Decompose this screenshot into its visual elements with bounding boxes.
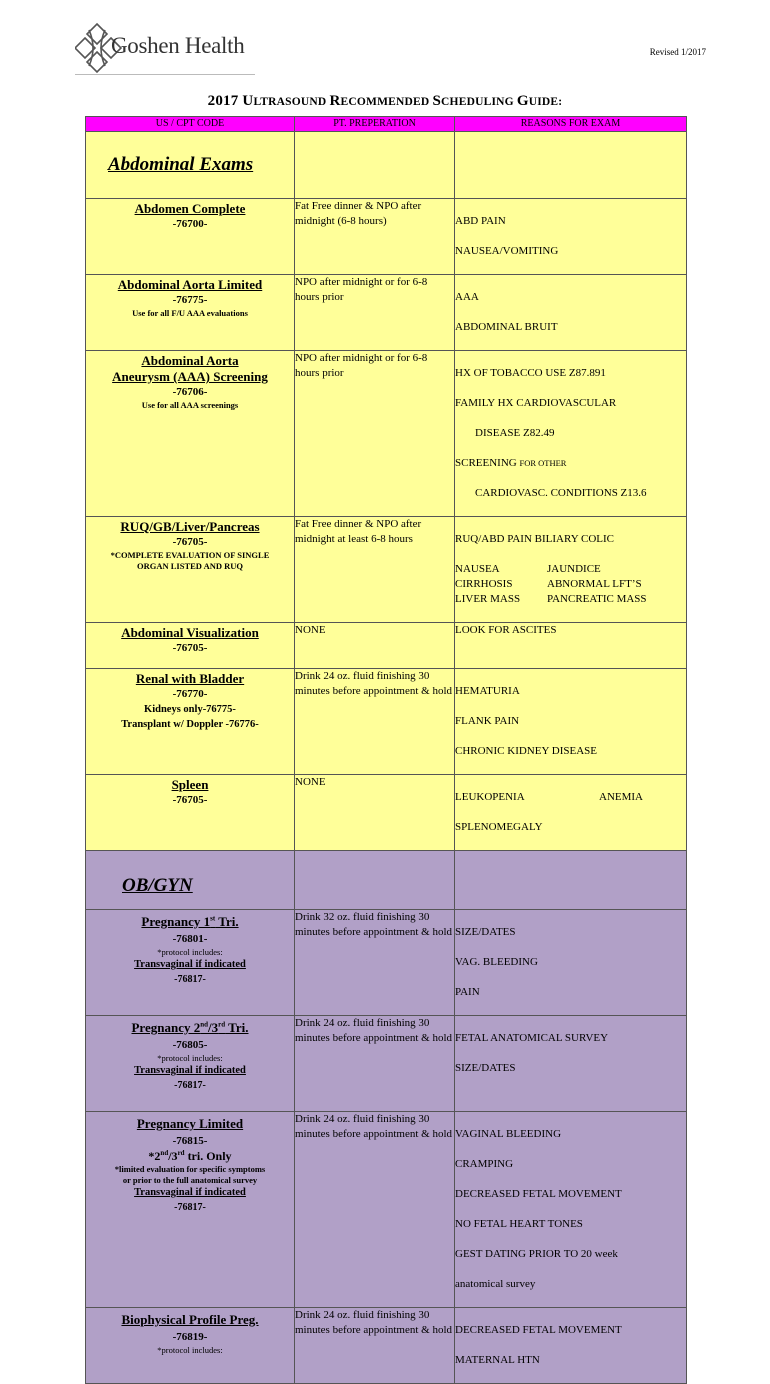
prep-text: NPO after midnight or for 6-8 hours prior	[295, 351, 455, 517]
exam-name: Pregnancy Limited	[136, 1116, 244, 1131]
reasons-text: SIZE/DATES VAG. BLEEDING PAIN	[455, 910, 687, 1016]
exam-note: *COMPLETE EVALUATION OF SINGLE	[110, 550, 270, 560]
table-row	[86, 517, 687, 623]
transvaginal-note: Transvaginal if indicated	[134, 1065, 246, 1076]
exam-name: Abdominal Visualization	[121, 625, 259, 640]
prep-text: NONE	[295, 623, 455, 669]
cpt-code: -76801-	[172, 933, 208, 945]
table-row	[86, 910, 687, 1016]
exam-note-cont: or prior to the full anatomical survey	[122, 1175, 258, 1185]
exam-name: Pregnancy 2nd/3rd Tri.	[131, 1020, 249, 1035]
cpt-code: -76705-	[172, 536, 208, 548]
reasons-text: HX OF TOBACCO USE Z87.891 FAMILY HX CARDIOVASCULAR DISEASE Z82.49 SCREENING FOR OTHER CARDIOVASC. CONDITIONS Z13.6	[455, 351, 687, 517]
page-title: 2017 ULTRASOUND RECOMMENDED SCHEDULING GUIDE:	[207, 93, 563, 109]
reasons-text: LOOK FOR ASCITES	[455, 623, 687, 669]
exam-name-cont: Aneurysm (AAA) Screening	[112, 369, 268, 384]
table-row	[86, 1112, 687, 1308]
transvaginal-note: Transvaginal if indicated	[134, 959, 246, 970]
col-header-prep: PT. PREPERATION	[295, 117, 455, 132]
logo-text: Goshen Health	[111, 33, 245, 58]
prep-text: NONE	[295, 775, 455, 851]
reasons-text: FETAL ANATOMICAL SURVEY SIZE/DATES	[455, 1016, 687, 1112]
cpt-code: -76775-	[172, 294, 208, 306]
reasons-text: LEUKOPENIA ANEMIA SPLENOMEGALY	[455, 775, 687, 851]
cpt-code: -76770-	[172, 688, 208, 700]
prep-text: Fat Free dinner & NPO after midnight (6-8 hours)	[295, 199, 455, 275]
exam-note: Use for all AAA screenings	[141, 400, 239, 410]
exam-name: Abdominal Aorta	[141, 353, 239, 368]
col-header-reasons: REASONS FOR EXAM	[455, 117, 687, 132]
protocol-note: *protocol includes:	[157, 1053, 223, 1063]
cpt-code-tv: -76817-	[174, 1202, 206, 1213]
prep-text: Fat Free dinner & NPO after midnight at least 6-8 hours	[295, 517, 455, 623]
cpt-code: -76700-	[172, 218, 208, 230]
reasons-text: HEMATURIA FLANK PAIN CHRONIC KIDNEY DISEASE	[455, 669, 687, 775]
cpt-code-tv: -76817-	[174, 1080, 206, 1091]
col-header-code: US / CPT CODE	[86, 117, 295, 132]
exam-note: Use for all F/U AAA evaluations	[132, 308, 248, 318]
table-row	[86, 775, 687, 851]
prep-text: Drink 24 oz. fluid finishing 30 minutes before appointment & hold	[295, 669, 455, 775]
table-row	[86, 1016, 687, 1112]
prep-text: Drink 32 oz. fluid finishing 30 minutes before appointment & hold	[295, 910, 455, 1016]
table-row	[86, 351, 687, 517]
table-row	[86, 199, 687, 275]
exam-name: Spleen	[171, 777, 209, 792]
reasons-text: VAGINAL BLEEDING CRAMPING DECREASED FETAL MOVEMENT NO FETAL HEART TONES GEST DATING PRIOR TO 20 week anatomical survey	[455, 1112, 687, 1308]
cpt-code: -76815-	[172, 1135, 208, 1147]
table-row	[86, 275, 687, 351]
trimester-note: *2nd/3rd tri. Only	[148, 1149, 232, 1163]
cpt-code-sub: Transplant w/ Doppler -76776-	[121, 719, 259, 730]
table-row	[86, 623, 687, 669]
table-row	[86, 1308, 687, 1384]
cpt-code: -76705-	[172, 794, 208, 806]
prep-text: Drink 24 oz. fluid finishing 30 minutes before appointment & hold	[295, 1016, 455, 1112]
cpt-code: -76819-	[172, 1331, 208, 1343]
scheduling-table	[85, 116, 687, 1384]
cpt-code: -76805-	[172, 1039, 208, 1051]
cpt-code: -76705-	[172, 642, 208, 654]
cpt-code-tv: -76817-	[174, 974, 206, 985]
prep-text: NPO after midnight or for 6-8 hours prior	[295, 275, 455, 351]
exam-name: Abdomen Complete	[134, 201, 246, 216]
reasons-text: RUQ/ABD PAIN BILIARY COLIC NAUSEA JAUNDICE CIRRHOSIS ABNORMAL LFT’S LIVER MASS PANCREATIC MASS	[455, 517, 687, 623]
exam-note: *limited evaluation for specific symptoms	[114, 1164, 266, 1174]
table-row	[86, 669, 687, 775]
cpt-code-sub: Kidneys only-76775-	[144, 704, 236, 715]
reasons-text: DECREASED FETAL MOVEMENT MATERNAL HTN	[455, 1308, 687, 1384]
exam-name: RUQ/GB/Liver/Pancreas	[120, 519, 260, 534]
reasons-text: ABD PAIN NAUSEA/VOMITING	[455, 199, 687, 275]
exam-name: Biophysical Profile Preg.	[121, 1312, 259, 1327]
exam-name: Abdominal Aorta Limited	[117, 277, 263, 292]
logo-divider	[75, 74, 255, 75]
section-title-abdominal: Abdominal Exams	[108, 154, 254, 175]
protocol-note: *protocol includes:	[157, 947, 223, 957]
exam-name: Renal with Bladder	[135, 671, 245, 686]
exam-note-cont: ORGAN LISTED AND RUQ	[136, 561, 244, 571]
revised-date: Revised 1/2017	[649, 47, 706, 57]
reasons-text: AAA ABDOMINAL BRUIT	[455, 275, 687, 351]
prep-text: Drink 24 oz. fluid finishing 30 minutes before appointment & hold	[295, 1112, 455, 1308]
section-title-obgyn: OB/GYN	[122, 875, 193, 896]
exam-name: Pregnancy 1st Tri.	[141, 914, 239, 929]
transvaginal-note: Transvaginal if indicated	[134, 1187, 246, 1198]
protocol-note: *protocol includes:	[157, 1345, 223, 1355]
cpt-code: -76706-	[172, 386, 208, 398]
prep-text: Drink 24 oz. fluid finishing 30 minutes before appointment & hold	[295, 1308, 455, 1384]
